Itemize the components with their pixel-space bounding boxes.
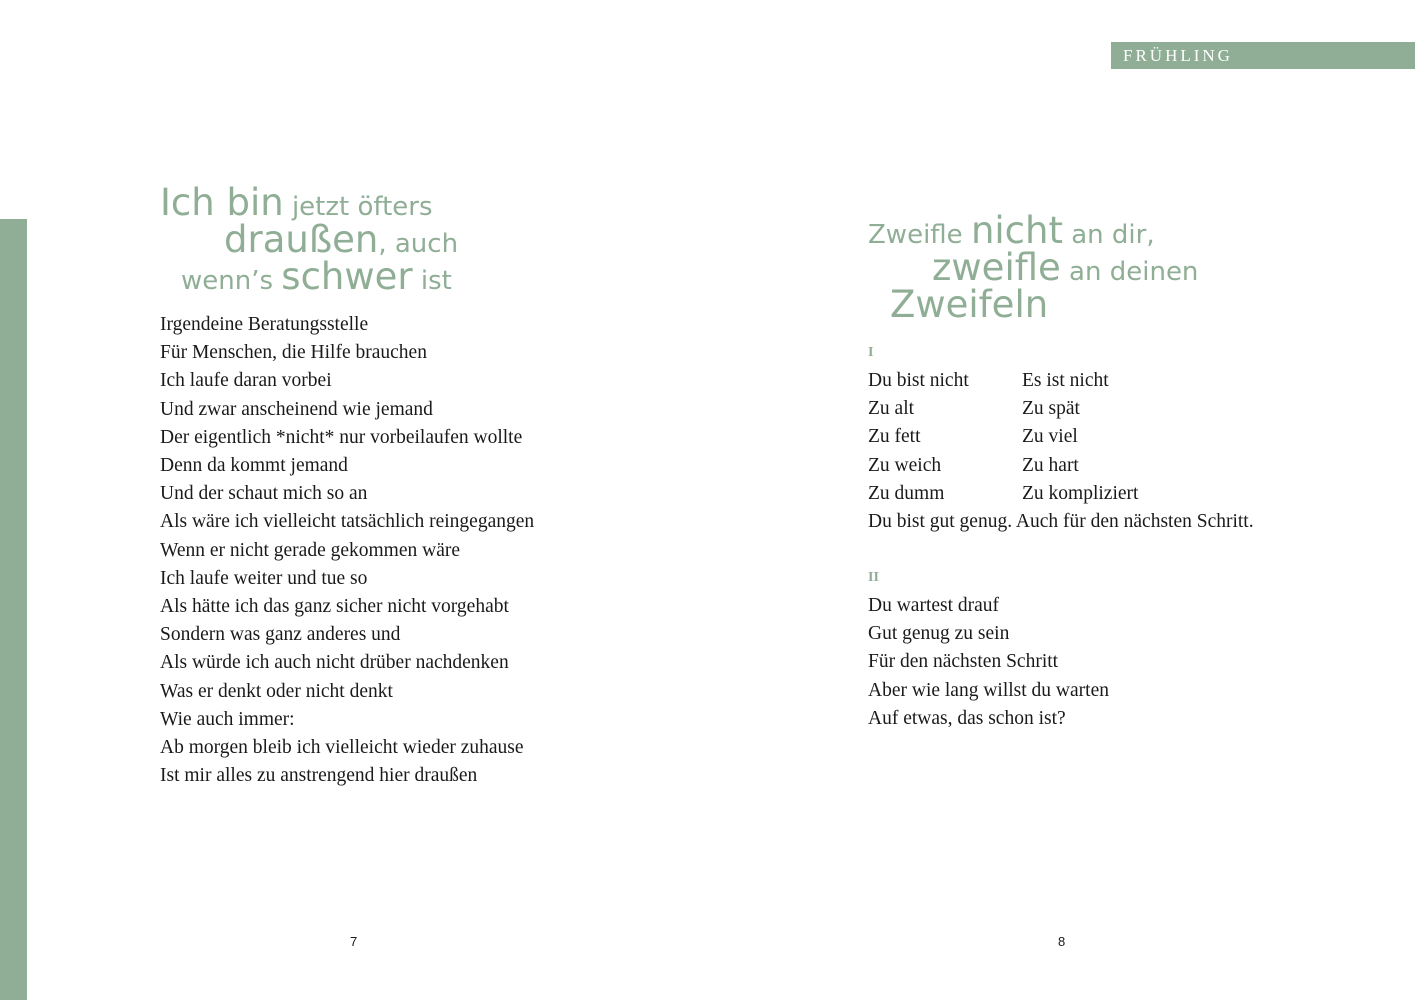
- right-title-line1-small2: an dir,: [1062, 220, 1155, 250]
- poem-line-left-column: Zu dumm: [868, 482, 945, 504]
- right-poem-title: [868, 206, 1308, 331]
- poem-line-right-column: Es ist nicht: [1022, 370, 1109, 391]
- poem-line-right-column: Zu spät: [1022, 398, 1080, 420]
- poem-line: Auf etwas, das schon ist?: [868, 707, 1066, 729]
- poem-line: Wie auch immer:: [160, 708, 295, 730]
- poem-line: Ich laufe daran vorbei: [160, 370, 332, 392]
- left-poem-title: [160, 178, 580, 308]
- left-title-line3-small2: ist: [412, 266, 452, 296]
- poem-line: Als wäre ich vielleicht tatsächlich reingegangen: [160, 511, 535, 533]
- left-title-line1-small: jetzt öfters: [283, 192, 433, 222]
- section-label: FRÜHLING: [1123, 46, 1233, 65]
- section-numeral-2: II: [868, 570, 879, 585]
- poem-line: Als hätte ich das ganz sicher nicht vorgehabt: [160, 596, 509, 618]
- two-column-lines: [868, 367, 1254, 508]
- left-title-line1-big: Ich bin: [160, 181, 284, 224]
- left-title-line2-small: , auch: [378, 229, 459, 259]
- poem-line: Für Menschen, die Hilfe brauchen: [160, 342, 427, 364]
- right-poem-section1: [868, 367, 1254, 536]
- poem-line: Als würde ich auch nicht drüber nachdenken: [160, 652, 509, 674]
- poem-line: Für den nächsten Schritt: [868, 651, 1059, 673]
- page-number-right: 8: [1058, 934, 1066, 949]
- poem-line: Gut genug zu sein: [868, 623, 1010, 645]
- left-poem-body: [160, 311, 534, 790]
- poem-line: Aber wie lang willst du warten: [868, 679, 1109, 701]
- poem-line: Wenn er nicht gerade gekommen wäre: [160, 539, 461, 561]
- page-number-left: 7: [350, 934, 358, 949]
- poem-line-right-column: Zu viel: [1022, 426, 1078, 448]
- poem-line-left-column: Zu weich: [868, 454, 942, 476]
- right-title-line3-big: Zweifeln: [890, 283, 1049, 326]
- poem-line: Der eigentlich *nicht* nur vorbeilaufen wollte: [160, 426, 523, 448]
- poem-line-left-column: Du bist nicht: [868, 370, 969, 391]
- poem-line: Denn da kommt jemand: [160, 455, 348, 477]
- left-title-line3-big: schwer: [281, 255, 413, 298]
- poem-line: Du wartest drauf: [868, 595, 1000, 616]
- right-poem-section2: [868, 592, 1109, 733]
- poem-line: Und zwar anscheinend wie jemand: [160, 398, 433, 420]
- poem-line: Ich laufe weiter und tue so: [160, 567, 368, 589]
- left-title-line3-small: wenn’s: [181, 266, 282, 296]
- section-numeral-1: I: [868, 345, 874, 360]
- poem-line-left-column: Zu alt: [868, 398, 915, 420]
- section1-closing-line: Du bist gut genug. Auch für den nächsten Schritt.: [868, 511, 1254, 533]
- poem-line: Und der schaut mich so an: [160, 483, 368, 505]
- left-accent-bar: [0, 219, 27, 1000]
- section-tab: [1111, 42, 1415, 69]
- poem-line-right-column: Zu kompliziert: [1022, 482, 1139, 504]
- poem-line: Irgendeine Beratungsstelle: [160, 314, 369, 335]
- poem-line-right-column: Zu hart: [1022, 454, 1079, 476]
- right-title-line2-small: an deinen: [1060, 257, 1199, 287]
- poem-line-left-column: Zu fett: [868, 426, 921, 448]
- left-title-line2-big: draußen: [224, 218, 379, 261]
- right-title-line1-small: Zweifle: [868, 220, 971, 250]
- right-title-line1-big: nicht: [970, 209, 1063, 252]
- poem-line: Was er denkt oder nicht denkt: [160, 680, 393, 702]
- poem-line: Ist mir alles zu anstrengend hier draußen: [160, 765, 478, 787]
- poem-line: Ab morgen bleib ich vielleicht wieder zuhause: [160, 737, 524, 759]
- poem-line: Sondern was ganz anderes und: [160, 624, 401, 646]
- right-title-line2-big: zweifle: [932, 246, 1061, 289]
